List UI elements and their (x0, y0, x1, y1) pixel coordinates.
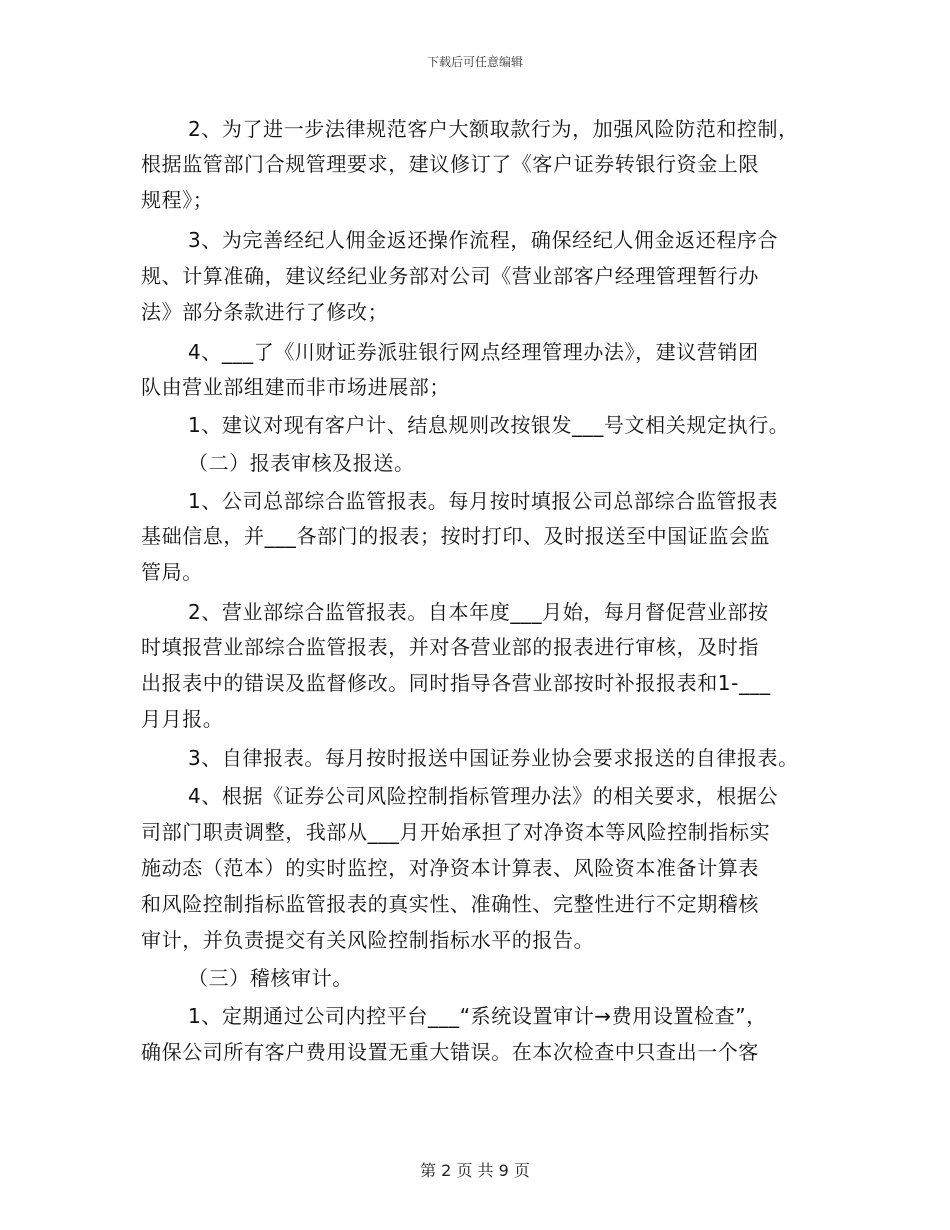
body-line: 3、为完善经纪人佣金返还操作流程，确保经纪人佣金返还程序合 (188, 228, 779, 252)
body-line: 3、自律报表。每月按时报送中国证券业协会要求报送的自律报表。 (188, 746, 799, 770)
body-line: 根据监管部门合规管理要求，建议修订了《客户证券转银行资金上限 (141, 152, 759, 176)
body-line: 1、定期通过公司内控平台___“系统设置审计→费用设置检查”， (188, 1004, 767, 1028)
body-line: 审计，并负责提交有关风险控制指标水平的报告。 (141, 928, 595, 952)
body-line: 4、根据《证券公司风险控制指标管理办法》的相关要求，根据公 (188, 784, 779, 808)
body-line: 管局。 (141, 560, 203, 584)
body-line: 2、营业部综合监管报表。自本年度___月始，每月督促营业部按 (188, 600, 769, 624)
body-line: 队由营业部组建而非市场进展部； (141, 375, 450, 399)
section-heading: （三）稽核审计。 (188, 966, 353, 990)
body-line: 确保公司所有客户费用设置无重大错误。在本次检查中只查出一个客 (141, 1040, 759, 1064)
body-line: 月月报。 (141, 707, 224, 731)
body-line: 规、计算准确，建议经纪业务部对公司《营业部客户经理管理暂行办 (141, 264, 759, 288)
body-line: 法》部分条款进行了修改； (141, 300, 389, 324)
page-footer: 第 2 页 共 9 页 (420, 1161, 530, 1180)
body-line: 2、为了进一步法律规范客户大额取款行为，加强风险防范和控制， (188, 117, 799, 141)
section-heading: （二）报表审核及报送。 (188, 451, 415, 475)
body-line: 4、___了《川财证券派驻银行网点经理管理办法》，建议营销团 (188, 340, 759, 364)
body-line: 1、建议对现有客户计、结息规则改按银发___号文相关规定执行。 (188, 413, 790, 437)
body-line: 和风险控制指标监管报表的真实性、准确性、完整性进行不定期稽核 (141, 892, 759, 916)
body-line: 出报表中的错误及监督修改。同时指导各营业部按时补报报表和1-___ (141, 671, 771, 695)
body-line: 时填报营业部综合监管报表，并对各营业部的报表进行审核，及时指 (141, 635, 759, 659)
page-header: 下载后可任意编辑 (426, 55, 523, 69)
body-line: 基础信息，并___各部门的报表；按时打印、及时报送至中国证监会监 (141, 524, 771, 548)
body-line: 司部门职责调整，我部从___月开始承担了对净资本等风险控制指标实 (141, 820, 771, 844)
body-line: 施动态（范本）的实时监控，对净资本计算表、风险资本准备计算表 (141, 856, 759, 880)
body-line: 1、公司总部综合监管报表。每月按时填报公司总部综合监管报表 (188, 489, 779, 513)
body-line: 规程》； (141, 188, 214, 212)
